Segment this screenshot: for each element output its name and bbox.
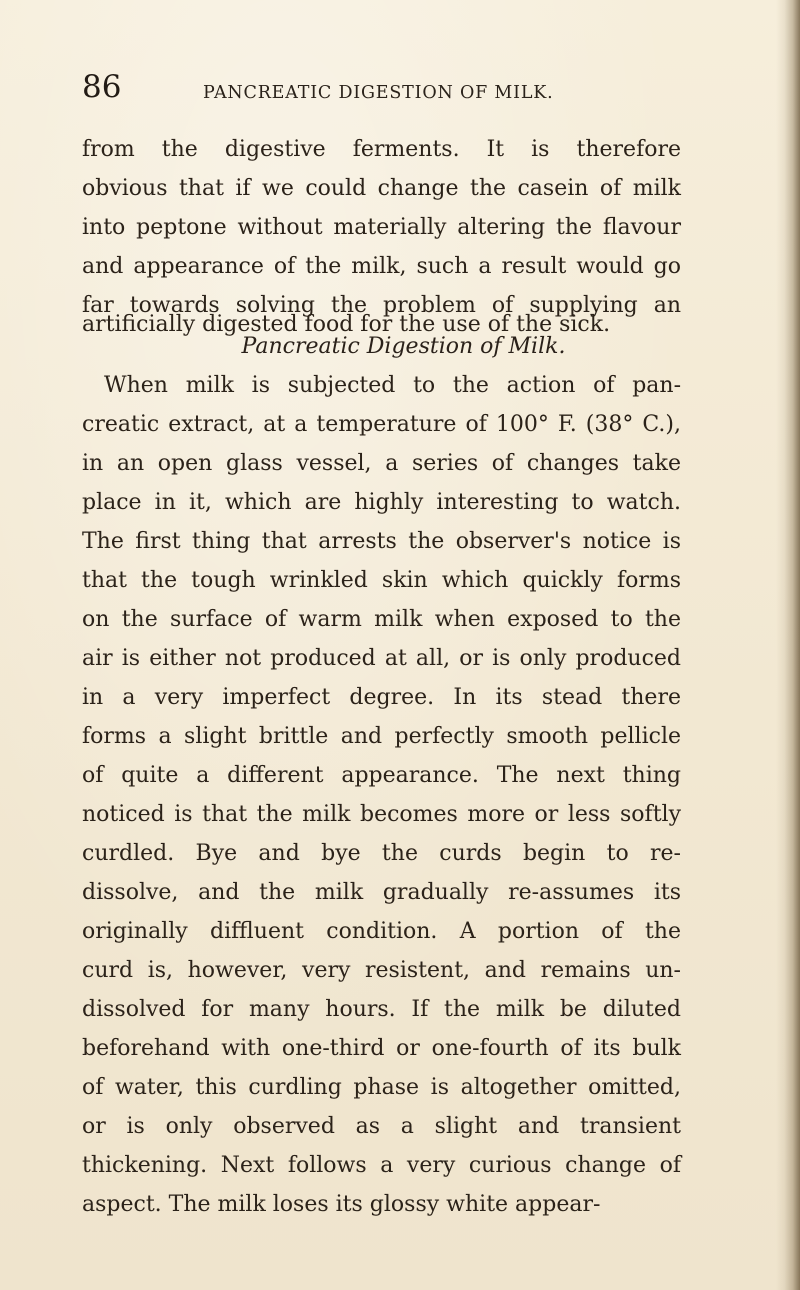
page-number: 86 — [82, 69, 122, 105]
paragraph-line-last: artificially digested food for the use of the sick. — [82, 312, 611, 337]
running-head: PANCREATIC DIGESTION OF MILK. — [203, 83, 554, 103]
paragraph-line: into peptone without materially altering the flavour — [82, 215, 681, 240]
section-line: thickening. Next follows a very curious change of — [82, 1153, 681, 1178]
section-line: that the tough wrinkled skin which quickly forms — [82, 568, 681, 593]
section-line: creatic extract, at a temperature of 100° F. (38° C.), — [82, 412, 681, 437]
paragraph-line: from the digestive ferments. It is therefore — [82, 137, 681, 162]
section-line: beforehand with one-third or one-fourth of its bulk — [82, 1036, 681, 1061]
section-line: forms a slight brittle and perfectly smooth pellicle — [82, 724, 681, 749]
page-header — [82, 69, 642, 112]
section-line: in an open glass vessel, a series of changes take — [82, 451, 681, 476]
section-line: originally diffluent condition. A portion of the — [82, 919, 681, 944]
section-line: in a very imperfect degree. In its stead there — [82, 685, 681, 710]
section-line: place in it, which are highly interesting to watch. — [82, 490, 681, 515]
section-line-last: aspect. The milk loses its glossy white appear- — [82, 1192, 601, 1217]
section-heading: Pancreatic Digestion of Milk. — [241, 334, 566, 359]
paragraph-line: far towards solving the problem of supplying an — [82, 293, 681, 318]
section-line: When milk is subjected to the action of pan- — [104, 373, 681, 398]
section-line: noticed is that the milk becomes more or less softly — [82, 802, 681, 827]
section-line: dissolve, and the milk gradually re-assumes its — [82, 880, 681, 905]
section-line: of quite a different appearance. The next thing — [82, 763, 681, 788]
section-line: of water, this curdling phase is altogether omitted, — [82, 1075, 681, 1100]
section-line: curdled. Bye and bye the curds begin to re- — [82, 841, 681, 866]
section-line: or is only observed as a slight and transient — [82, 1114, 681, 1139]
section-line: dissolved for many hours. If the milk be diluted — [82, 997, 681, 1022]
paragraph-line: obvious that if we could change the casein of milk — [82, 176, 681, 201]
section-line: air is either not produced at all, or is only produced — [82, 646, 681, 671]
section-line: on the surface of warm milk when exposed to the — [82, 607, 681, 632]
page-binding-shadow — [776, 0, 800, 1290]
section-line: The first thing that arrests the observer's notice is — [82, 529, 681, 554]
paragraph-line: and appearance of the milk, such a result would go — [82, 254, 681, 279]
section-line: curd is, however, very resistent, and remains un- — [82, 958, 681, 983]
